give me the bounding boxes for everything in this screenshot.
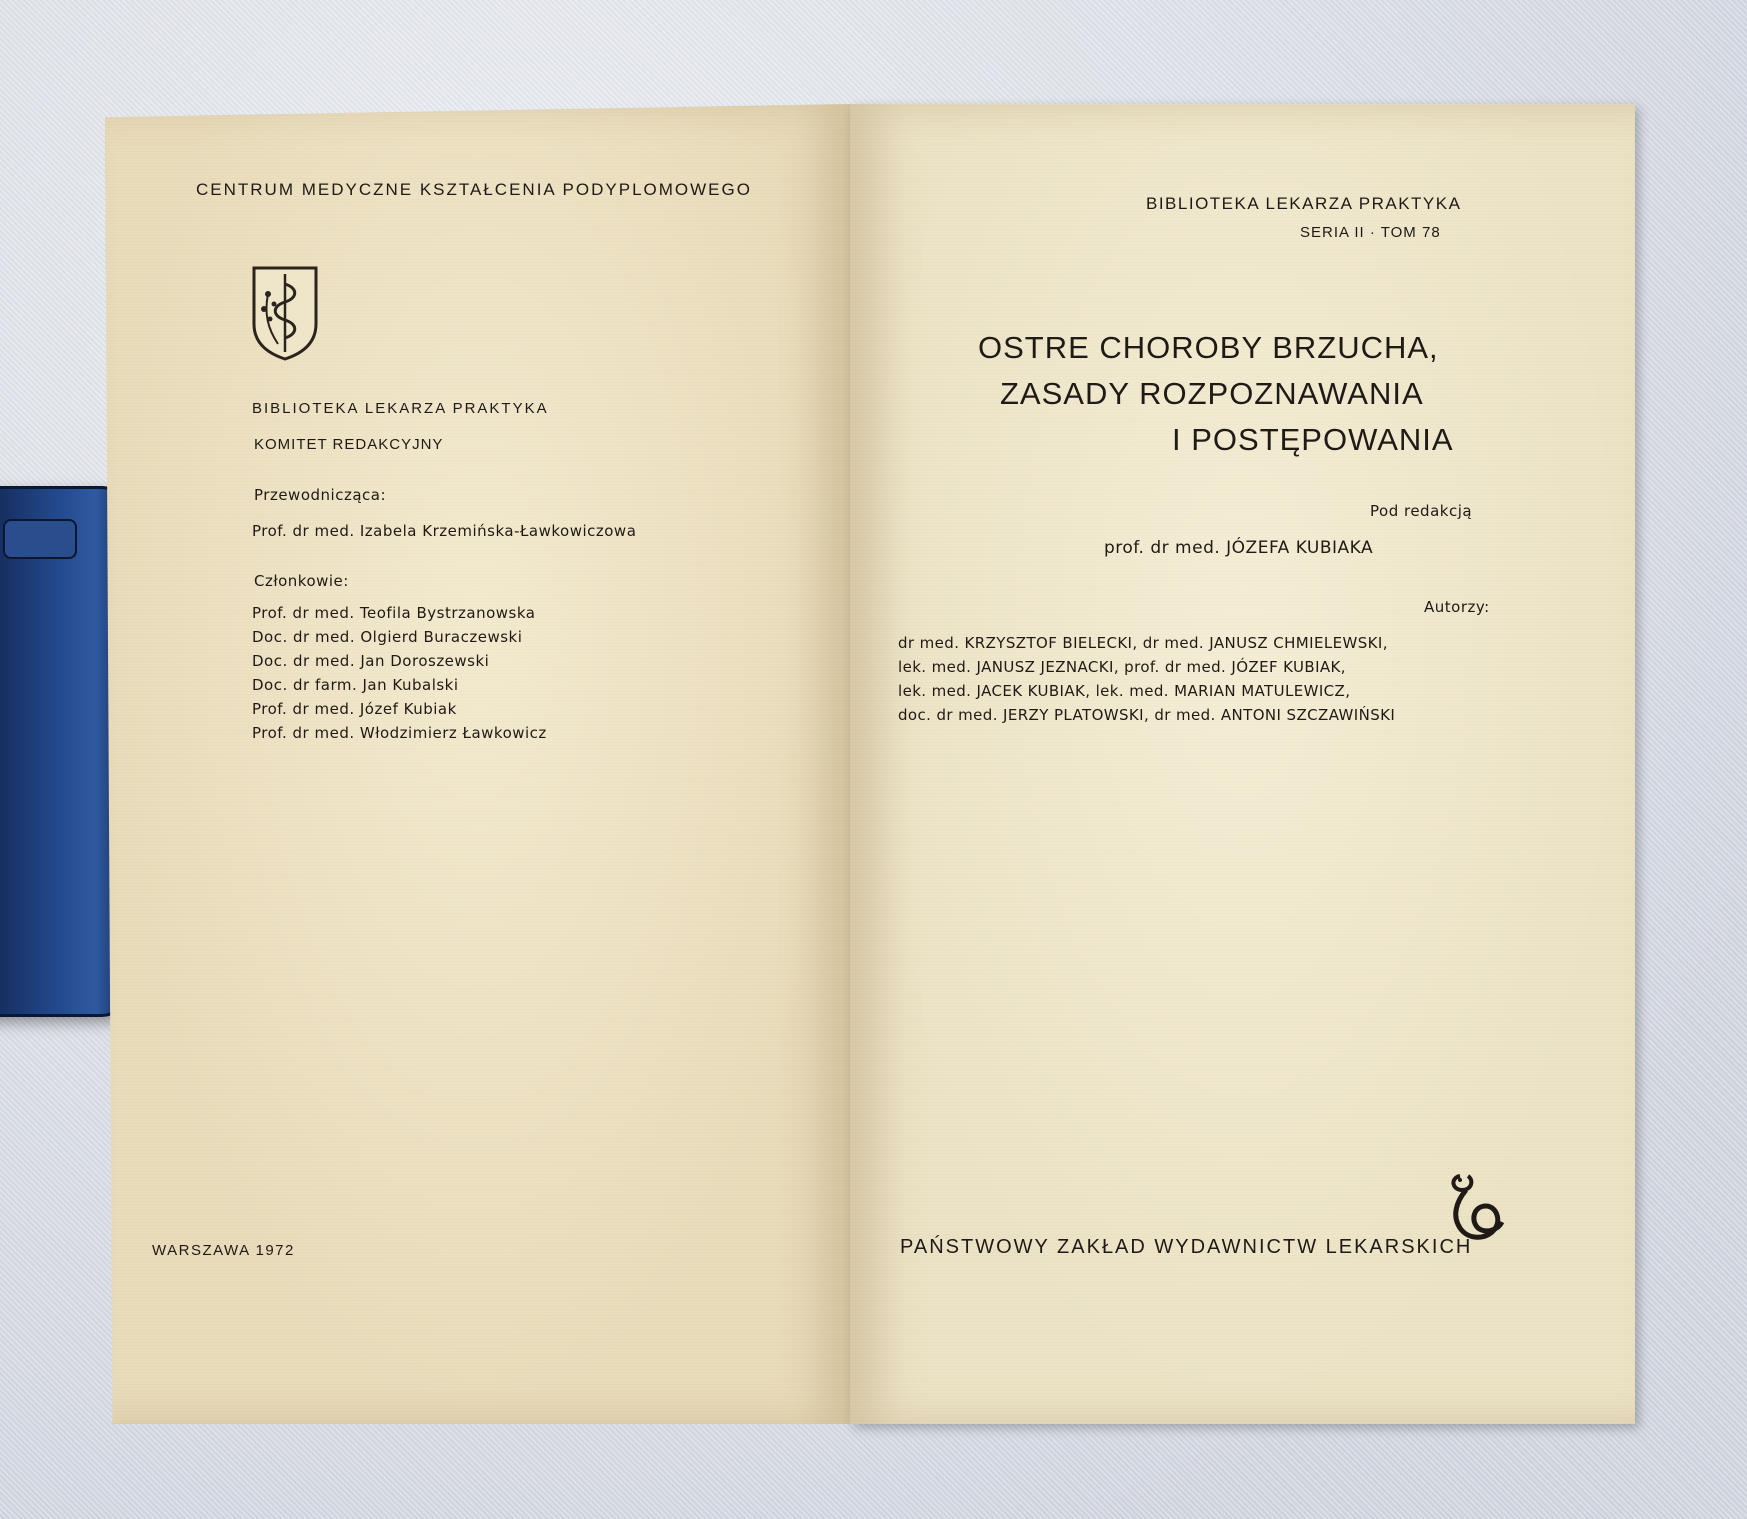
series-volume: SERIA II · TOM 78 — [1300, 224, 1441, 241]
member-item: Doc. dr med. Olgierd Buraczewski — [252, 628, 523, 646]
series-name-right: BIBLIOTEKA LEKARZA PRAKTYKA — [1146, 194, 1462, 213]
snake-logo-icon — [1446, 1168, 1510, 1246]
title-line: I POSTĘPOWANIA — [1172, 422, 1454, 457]
right-page — [850, 104, 1635, 1424]
member-item: Prof. dr med. Józef Kubiak — [252, 700, 457, 718]
member-item: Doc. dr farm. Jan Kubalski — [252, 676, 459, 694]
institution-heading: CENTRUM MEDYCZNE KSZTAŁCENIA PODYPLOMOWEGO — [196, 180, 752, 199]
coat-of-arms-icon — [250, 264, 320, 362]
title-line: ZASADY ROZPOZNAWANIA — [1000, 376, 1424, 411]
left-page — [105, 104, 850, 1424]
member-item: Doc. dr med. Jan Doroszewski — [252, 652, 490, 670]
publisher-name: PAŃSTWOWY ZAKŁAD WYDAWNICTW LEKARSKICH — [900, 1236, 1473, 1258]
authors-label: Autorzy: — [1424, 598, 1490, 616]
authors-line: lek. med. JACEK KUBIAK, lek. med. MARIAN MATULEWICZ, — [898, 682, 1351, 700]
editor-label: Pod redakcją — [1370, 502, 1473, 520]
authors-line: dr med. KRZYSZTOF BIELECKI, dr med. JANUSZ CHMIELEWSKI, — [898, 634, 1388, 652]
series-name-left: BIBLIOTEKA LEKARZA PRAKTYKA — [252, 400, 549, 417]
committee-heading: KOMITET REDAKCYJNY — [254, 436, 444, 453]
title-line: OSTRE CHOROBY BRZUCHA, — [978, 330, 1439, 365]
chair-label: Przewodnicząca: — [254, 486, 386, 504]
members-label: Członkowie: — [254, 572, 349, 590]
member-item: Prof. dr med. Włodzimierz Ławkowicz — [252, 724, 547, 742]
editor-name: prof. dr med. JÓZEFA KUBIAKA — [1104, 538, 1374, 558]
authors-line: lek. med. JANUSZ JEZNACKI, prof. dr med. JÓZEF KUBIAK, — [898, 658, 1346, 676]
chair-name: Prof. dr med. Izabela Krzemińska-Ławkowiczowa — [252, 522, 637, 540]
place-year: WARSZAWA 1972 — [152, 1242, 295, 1259]
member-item: Prof. dr med. Teofila Bystrzanowska — [252, 604, 536, 622]
authors-line: doc. dr med. JERZY PLATOWSKI, dr med. ANTONI SZCZAWIŃSKI — [898, 706, 1396, 724]
